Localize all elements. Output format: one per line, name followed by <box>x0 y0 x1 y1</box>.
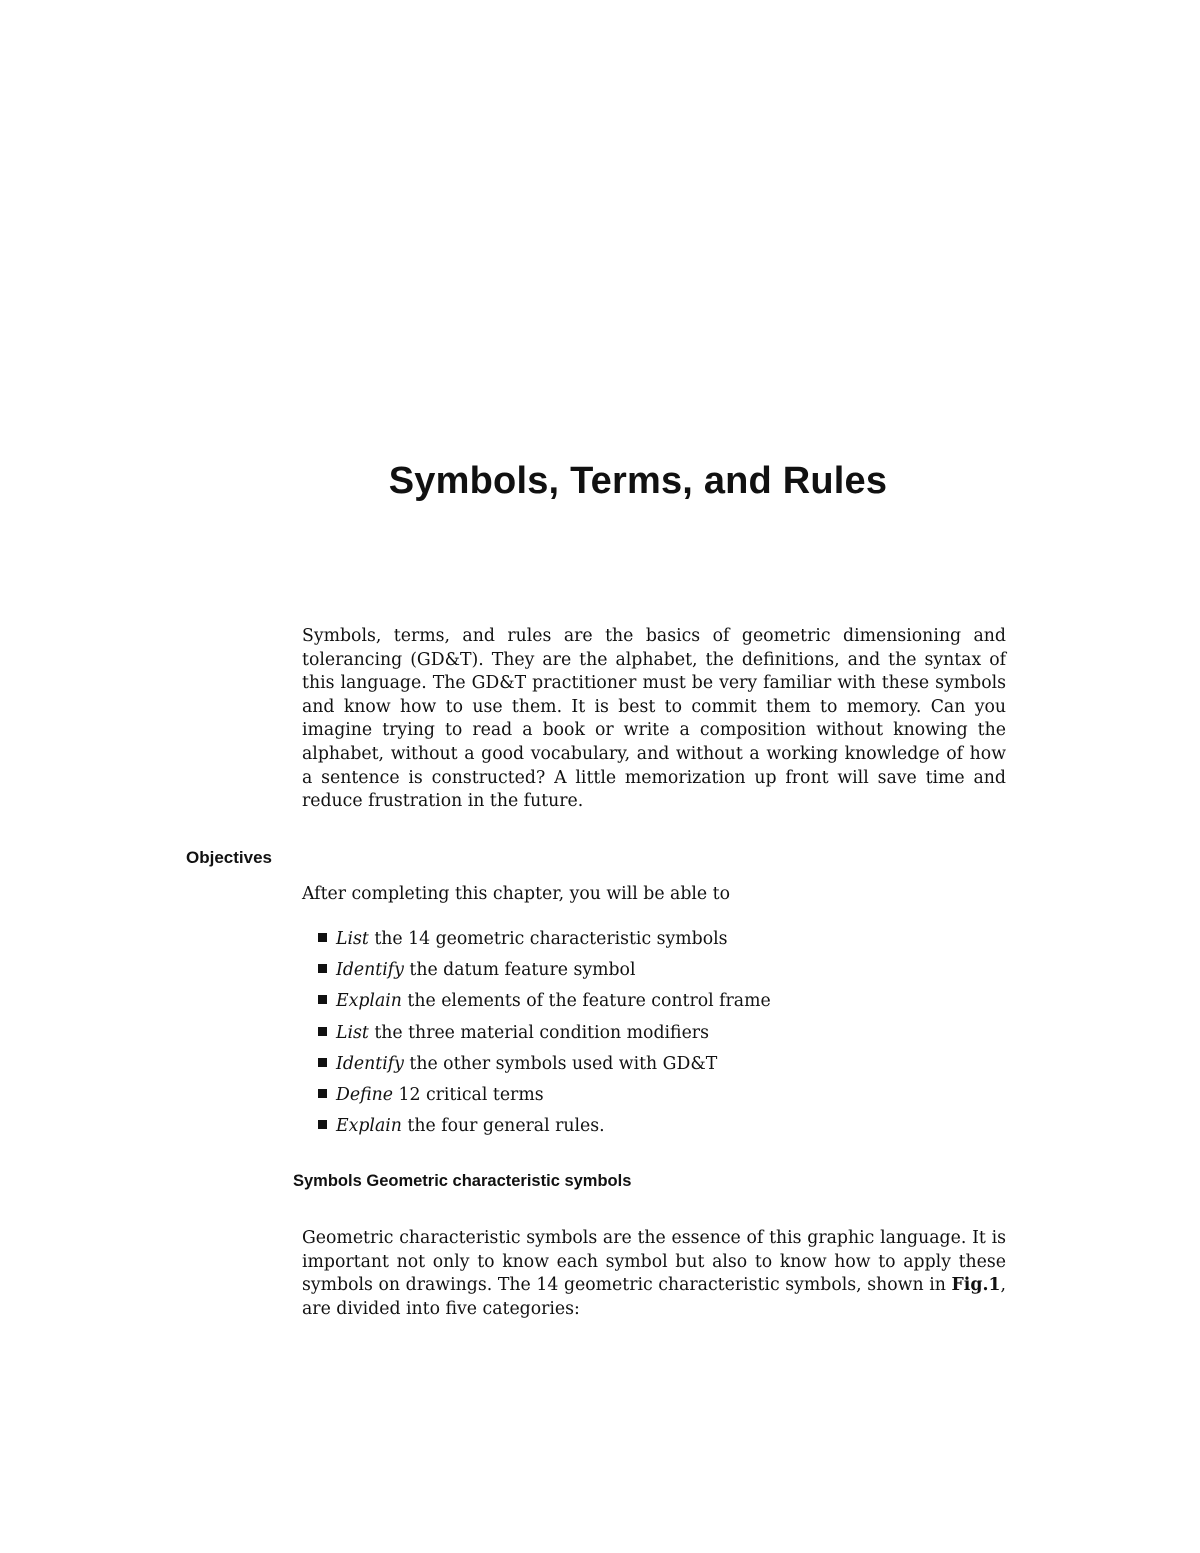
objective-verb: Identify <box>336 1053 404 1074</box>
intro-paragraph: Symbols, terms, and rules are the basics of geometric dimensioning and tolerancing (GD&T). They are the alphabet, the definitions, and the syntax of this language. The GD&T practitioner must be very familiar with these symbols and know how to use them. It is best to commit them to memory. Can you imagine trying to read a book or write a composition without knowing the alphabet, without a good vocabulary, and without a working knowledge of how a sentence is constructed? A little memorization up front will save time and reduce frustration in the future. <box>302 626 1006 812</box>
objective-verb: Define <box>336 1085 393 1106</box>
square-bullet-icon <box>318 1120 327 1129</box>
section-paragraph <box>302 1227 1006 1321</box>
objective-verb: Explain <box>336 991 402 1012</box>
list-item <box>318 986 771 1017</box>
objective-text: 12 critical terms <box>392 1085 544 1106</box>
objectives-heading: Objectives <box>186 848 272 867</box>
list-item <box>318 924 771 955</box>
list-item <box>318 1080 771 1111</box>
objective-verb: List <box>336 1022 369 1043</box>
objective-verb: List <box>336 929 369 949</box>
objective-text: the other symbols used with GD&T <box>403 1053 718 1074</box>
objectives-lead: After completing this chapter, you will be able to <box>302 884 730 904</box>
objective-text: the 14 geometric characteristic symbols <box>368 929 728 949</box>
figure-reference: Fig.1 <box>951 1275 1001 1296</box>
list-item <box>318 1018 771 1049</box>
list-item <box>318 1049 771 1080</box>
square-bullet-icon <box>318 995 327 1004</box>
list-item <box>318 1111 771 1142</box>
objective-text: the datum feature symbol <box>403 960 636 981</box>
square-bullet-icon <box>318 1089 327 1098</box>
square-bullet-icon <box>318 933 327 942</box>
section-heading: Symbols Geometric characteristic symbols <box>293 1172 632 1190</box>
objective-text: the three material condition modifiers <box>368 1022 709 1043</box>
objective-text: the four general rules. <box>401 1116 605 1137</box>
square-bullet-icon <box>318 1027 327 1036</box>
section-text-before: Geometric characteristic symbols are the essence of this graphic language. It is important not only to know each symbol but also to know how to apply these symbols on drawings. The 14 geometric characteristic symbols, shown in <box>302 1228 1006 1296</box>
objective-verb: Explain <box>336 1116 402 1137</box>
section-text-after: , are divided into five categories: <box>302 1275 1006 1319</box>
list-item <box>318 955 771 986</box>
square-bullet-icon <box>318 964 327 973</box>
square-bullet-icon <box>318 1058 327 1067</box>
objective-verb: Identify <box>336 960 404 981</box>
objective-text: the elements of the feature control frame <box>401 991 771 1012</box>
objectives-list <box>318 924 771 1142</box>
chapter-title: Symbols, Terms, and Rules <box>388 460 888 502</box>
